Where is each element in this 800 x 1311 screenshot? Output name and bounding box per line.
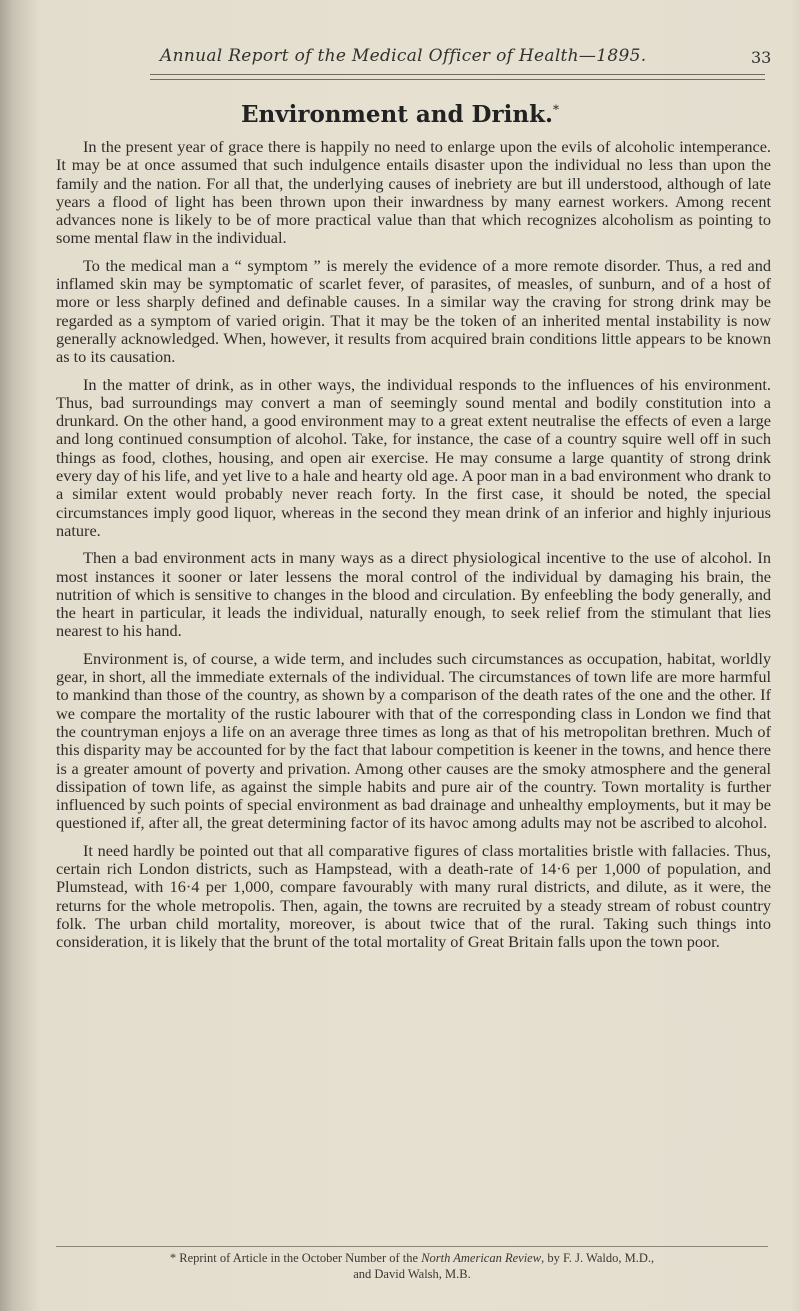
paragraph-3: In the matter of drink, as in other ways, the individual responds to the influences of his environment. Thus, bad surroundings may convert a man of seemingly sound mental and bodily constitution into a drunkard. On the other hand, a good environment may to a great extent neutralise the effects of even a large and long continued consumption of alcohol. Take, for instance, the case of a country squire well off in such things as food, clothes, housing, and open air exercise. He may consume a large quantity of strong drink every day of his life, and yet live to a hale and hearty old age. A poor man in a bad environment who drank to a similar extent would probably never reach forty. In the first case, it should be noted, the special circumstances imply good liquor, whereas in the second they mean drink of an inferior and highly injurious nature. xyxy=(56,374,771,540)
paragraph-4: Then a bad environment acts in many ways as a direct physiological incentive to the use of alcohol. In most instances it sooner or later lessens the moral control of the individual by damaging his brain, the nutrition of which is sensitive to changes in the blood and circulation. By enfeebling the body generally, and the heart in particular, it leads the individual, naturally enough, to seek relief from the stimulant that lies nearest to his hand. xyxy=(56,548,771,641)
footnote-lead: * Reprint of Article in the October Number of the xyxy=(169,1251,419,1265)
footnote-journal: North American Review xyxy=(421,1251,542,1265)
article-title xyxy=(0,101,800,128)
article-title-text: Environment and Drink. xyxy=(240,101,554,128)
header-rule xyxy=(150,74,765,80)
page-header xyxy=(0,40,800,70)
paragraph-1: In the present year of grace there is happily no need to enlarge upon the evils of alcoholic intemperance. It may be at once assumed that such indulgence entails disaster upon the individual no less than upon the family and the nation. For all that, the underlying causes of inebriety are but ill understood, although of late years a flood of light has been thrown upon their inwardness by many earnest workers. Among recent advances none is likely to be of more practical value than that which recognizes alcoholism as pointing to some mental flaw in the individual. xyxy=(56,137,771,248)
paragraph-5: Environment is, of course, a wide term, and includes such circumstances as occupation, habitat, worldly gear, in short, all the immediate externals of the individual. The circumstances of town life are more harmful to mankind than those of the country, as shown by a comparison of the death rates of the one and the other. If we compare the mortality of the rustic labourer with that of the corresponding class in London we find that the countryman enjoys a life on an average three times as long as that of his metropolitan brethren. Much of this disparity may be accounted for by the fact that labour competition is keener in the towns, and hence there is a greater amount of poverty and privation. Among other causes are the smoky atmosphere and the general dissipation of town life, as against the simple habits and pure air of the country. Town mortality is further influenced by such points of special environment as bad drainage and unhealthy employments, but it may be questioned if, after all, the great determining factor of its havoc among adults may not be ascribed to alcohol. xyxy=(56,648,771,833)
paragraph-6: It need hardly be pointed out that all comparative figures of class mortalities bristle with fallacies. Thus, certain rich London districts, such as Hampstead, with a death-rate of 14·6 per 1,000 of population, and Plumstead, with 16·4 per 1,000, compare favourably with many rural districts, and dilute, as it were, the returns for the whole metropolis. Then, again, the towns are recruited by a steady stream of robust country folk. The urban child mortality, moreover, is about twice that of the rural. Taking such things into consideration, it is likely that the brunt of the total mortality of Great Britain falls upon the town poor. xyxy=(56,840,771,952)
footnote-authors-2: and David Walsh, M.B. xyxy=(353,1267,471,1281)
page-number: 33 xyxy=(751,48,772,67)
article-body xyxy=(56,138,771,960)
footnote-rule xyxy=(56,1246,768,1247)
title-footnote-mark: * xyxy=(553,102,560,117)
running-head: Annual Report of the Medical Officer of Health—1895. xyxy=(160,46,647,66)
footnote-authors-1: , by F. J. Waldo, M.D., xyxy=(541,1251,655,1265)
paragraph-2: To the medical man a “ symptom ” is merely the evidence of a more remote disorder. Thus, a red and inflamed skin may be symptomatic of scarlet fever, of parasites, of measles, of sunburn, and of a host of more or less sharply defined and definable causes. In a similar way the craving for strong drink may be regarded as a symptom of varied origin. That it may be the token of an inherited mental instability is now generally acknowledged. When, however, it results from acquired brain conditions little appears to be known as to its causation. xyxy=(56,255,771,367)
footnote xyxy=(56,1250,768,1282)
